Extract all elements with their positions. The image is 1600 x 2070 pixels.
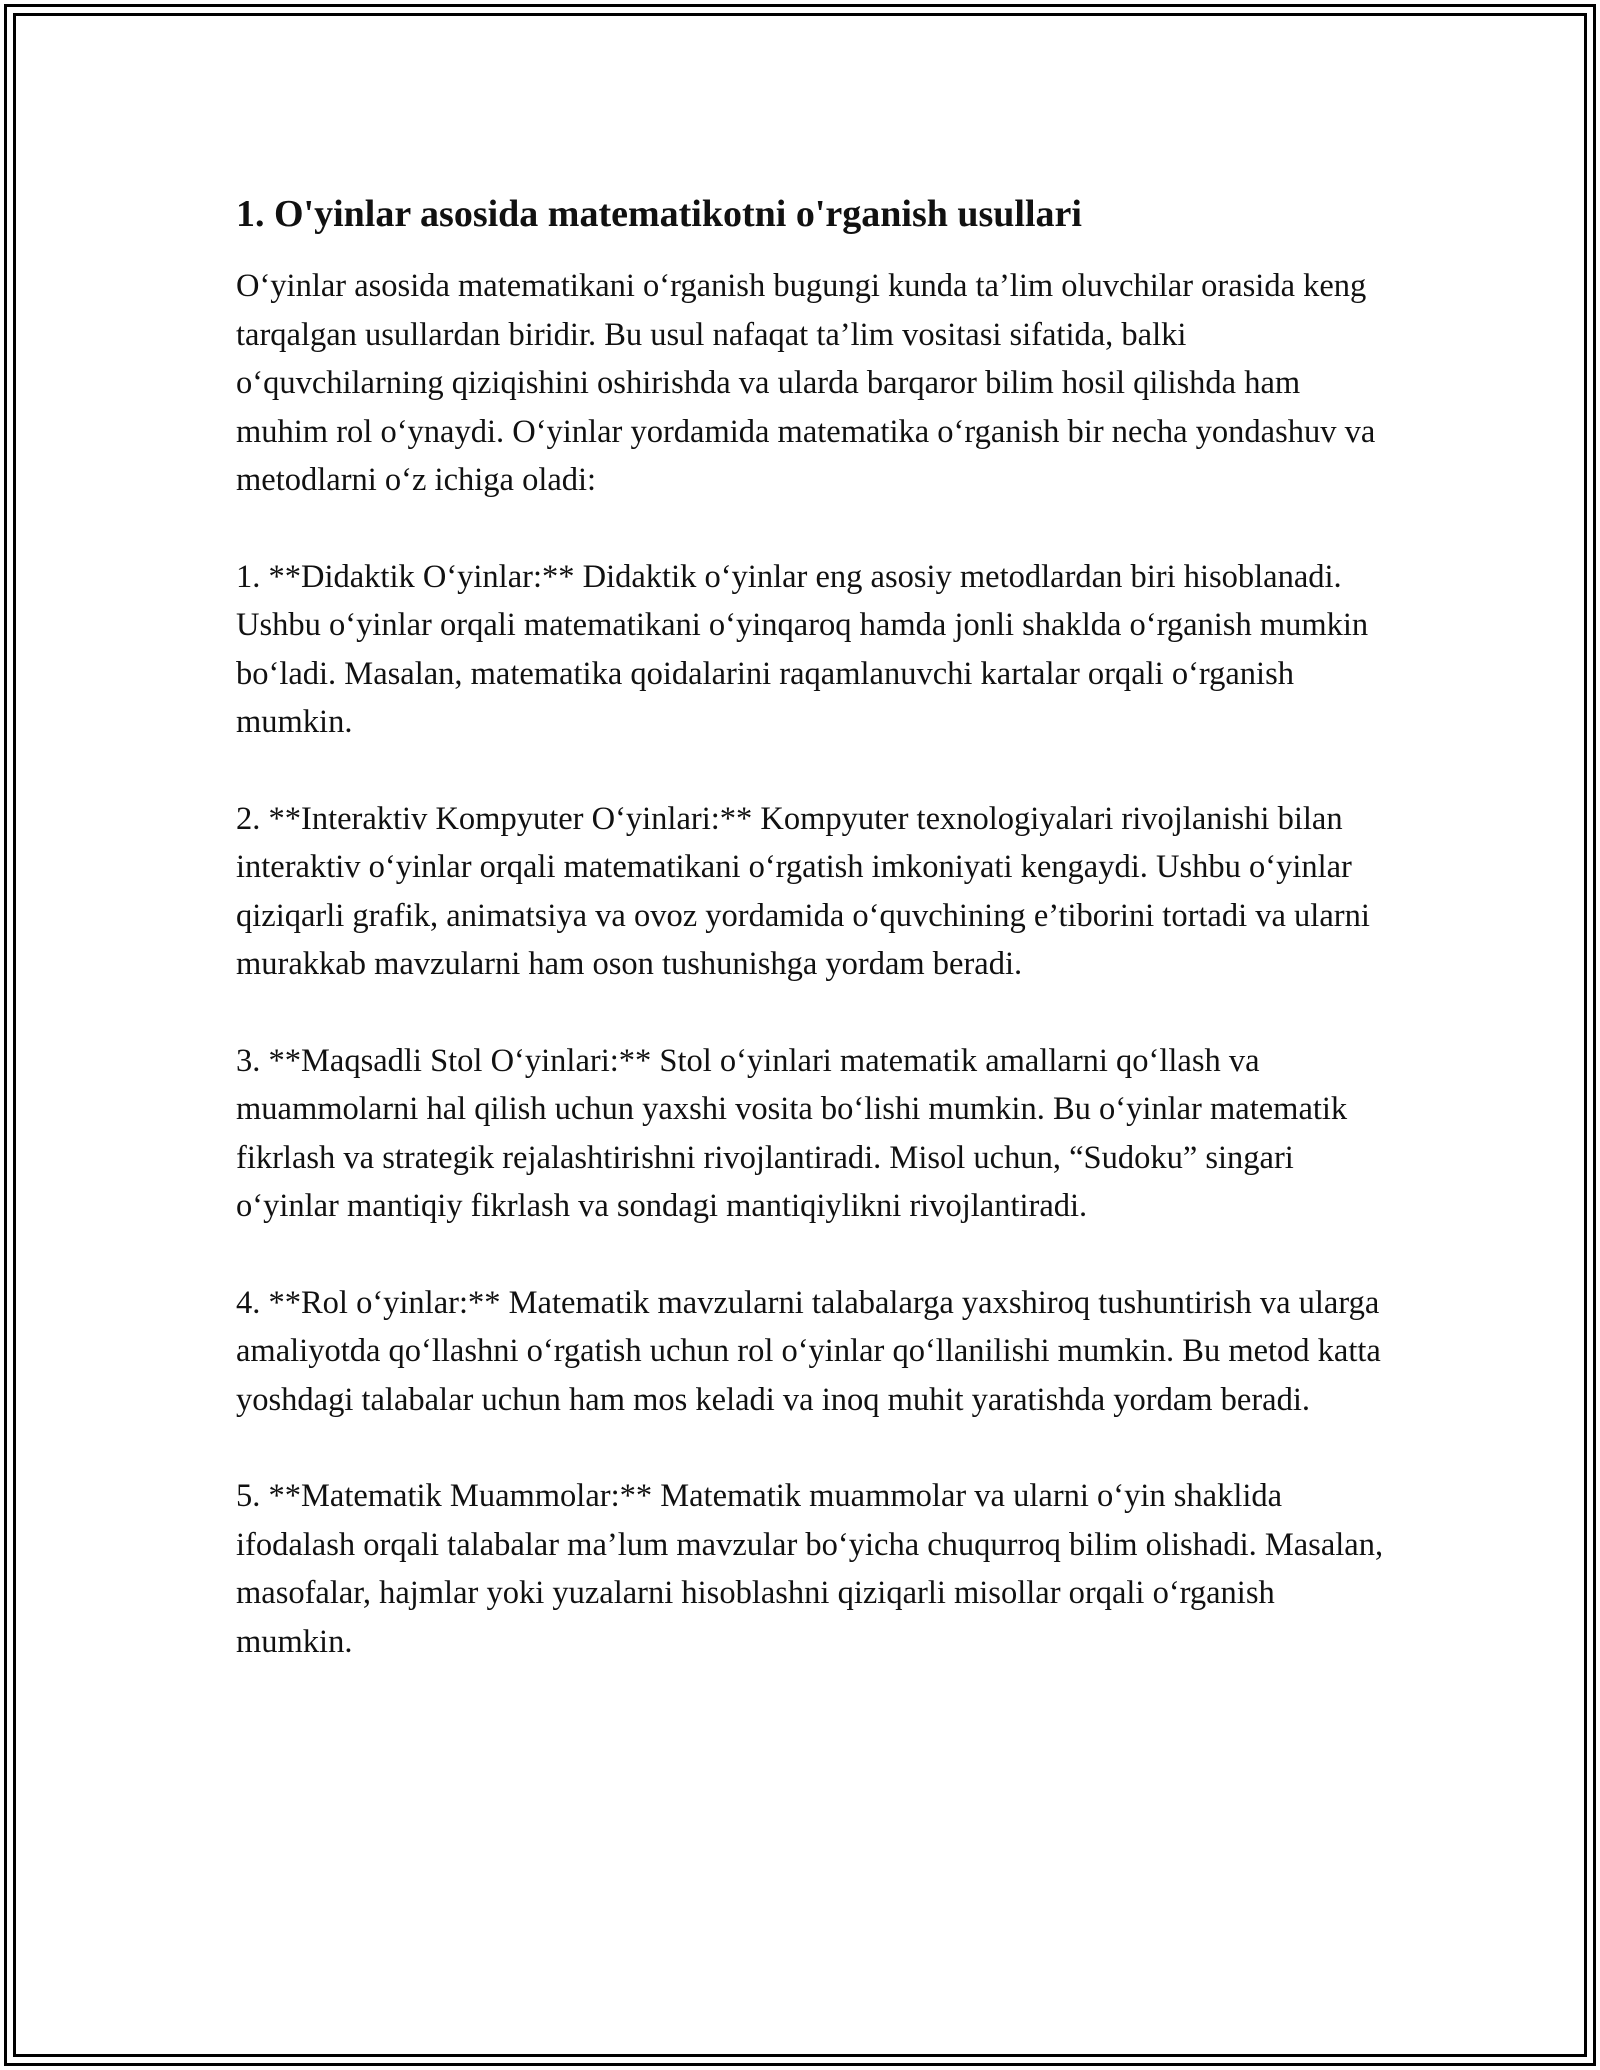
section-heading: 1. O'yinlar asosida matematikotni o'rganish usullari (236, 193, 1082, 235)
intro-paragraph: O‘yinlar asosida matematikani o‘rganish bugungi kunda ta’lim oluvchilar orasida keng tarqalgan usullardan biridir. Bu usul nafaqat ta’lim vositasi sifatida, balki o‘quvchilarning qiziqishini oshirishda va ularda barqaror bilim hosil qilishda ham muhim rol o‘ynaydi. O‘yinlar yordamida matematika o‘rganish bir necha yondashuv va metodlarni o‘z ichiga oladi: (236, 268, 1376, 498)
list-item-didactic-games: 1. **Didaktik O‘yinlar:** Didaktik o‘yinlar eng asosiy metodlardan biri hisoblanadi. Ushbu o‘yinlar orqali matematikani o‘yinqaroq hamda jonli shaklda o‘rganish mumkin bo‘ladi. Masalan, matematika qoidalarini raqamlanuvchi kartalar orqali o‘rganish mumkin. (236, 558, 1369, 740)
list-item-role-games: 4. **Rol o‘yinlar:** Matematik mavzularni talabalarga yaxshiroq tushuntirish va ularga amaliyotda qo‘llashni o‘rgatish uchun rol o‘yinlar qo‘llanilishi mumkin. Bu metod katta yoshdagi talabalar uchun ham mos keladi va inoq muhit yaratishda yordam beradi. (236, 1284, 1381, 1418)
list-item-board-games: 3. **Maqsadli Stol O‘yinlari:** Stol o‘yinlari matematik amallarni qo‘llash va muammolarni hal qilish uchun yaxshi vosita bo‘lishi mumkin. Bu o‘yinlar matematik fikrlash va strategik rejalashtirishni rivojlantiradi. Misol uchun, “Sudoku” singari o‘yinlar mantiqiy fikrlash va sondagi mantiqiylikni rivojlantiradi. (236, 1042, 1348, 1224)
list-item-math-problems: 5. **Matematik Muammolar:** Matematik muammolar va ularni o‘yin shaklida ifodalash orqali talabalar ma’lum mavzular bo‘yicha chuqurroq bilim olishadi. Masalan, masofalar, hajmlar yoki yuzalarni hisoblashni qiziqarli misollar orqali o‘rganish mumkin. (236, 1478, 1384, 1660)
document-body (236, 186, 1386, 1714)
list-item-interactive-computer-games: 2. **Interaktiv Kompyuter O‘yinlari:** Kompyuter texnologiyalari rivojlanishi bilan interaktiv o‘yinlar orqali matematikani o‘rgatish imkoniyati kengaydi. Ushbu o‘yinlar qiziqarli grafik, animatsiya va ovoz yordamida o‘quvchining e’tiborini tortadi va ularni murakkab mavzularni ham oson tushunishga yordam beradi. (236, 800, 1370, 982)
